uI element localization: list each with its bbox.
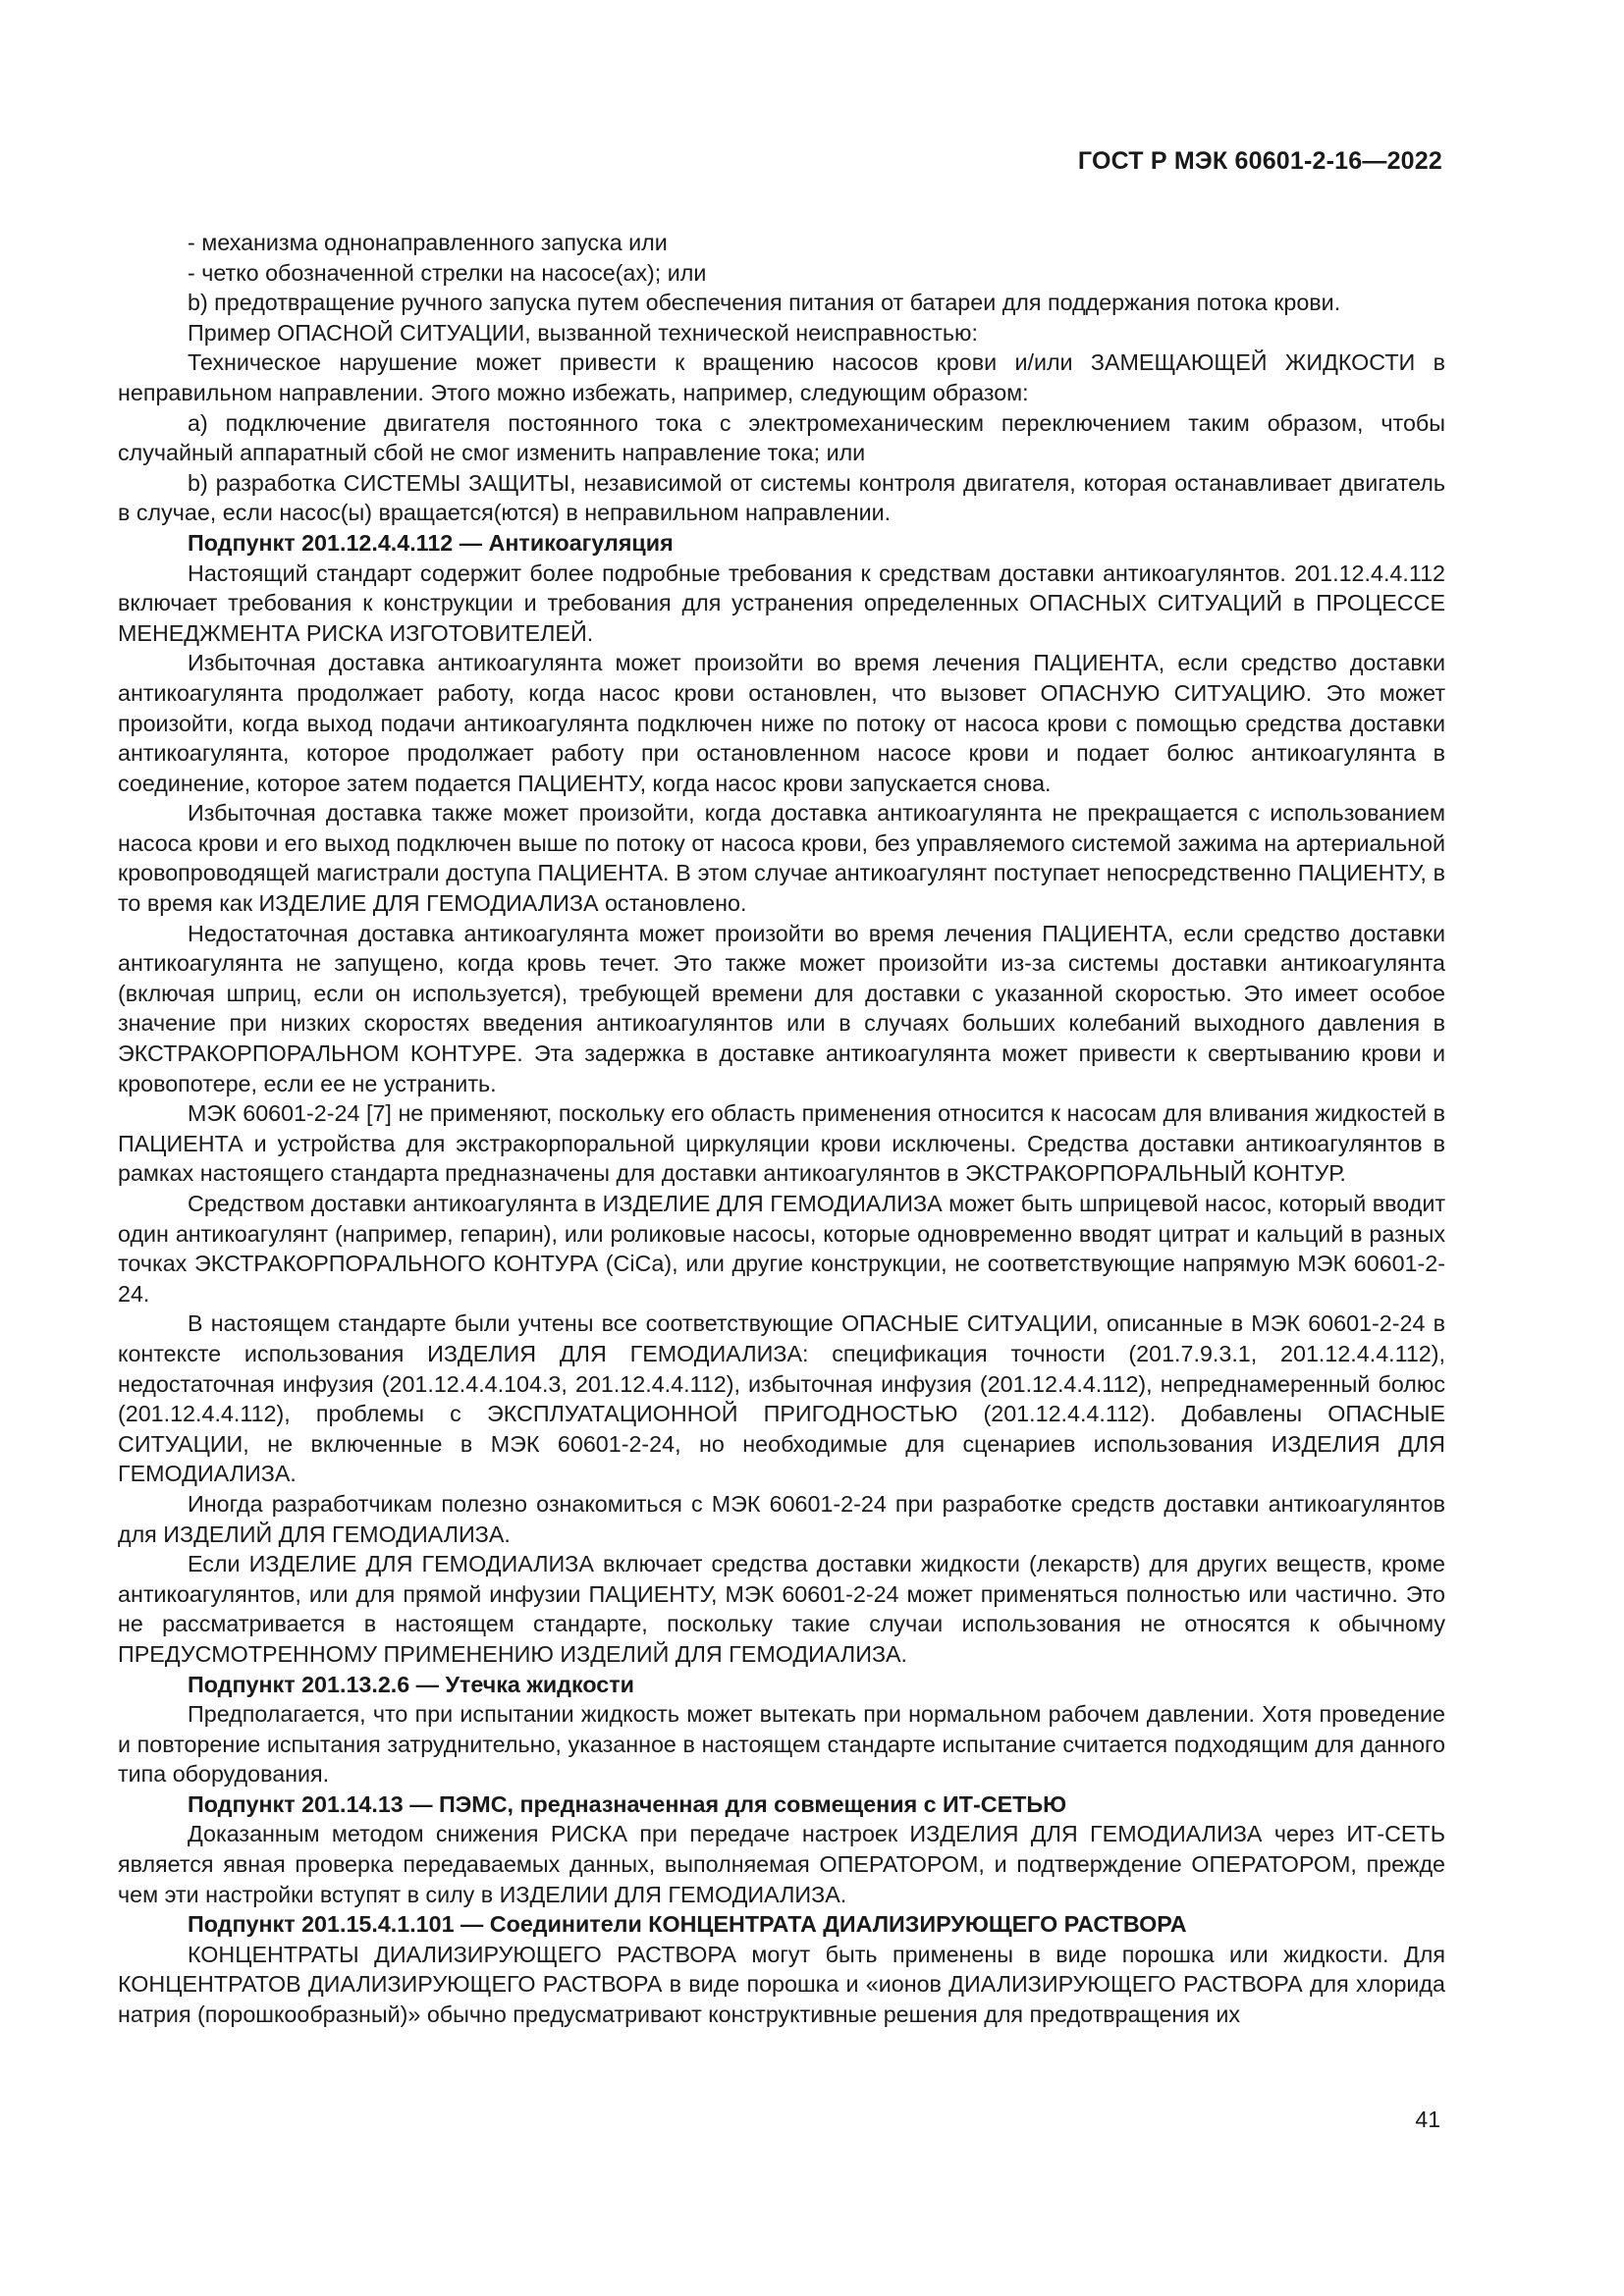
paragraph: КОНЦЕНТРАТЫ ДИАЛИЗИРУЮЩЕГО РАСТВОРА могут быть применены в виде порошка или жидкости. Для КОНЦЕНТРАТОВ ДИАЛИЗИРУЮЩЕГО РАСТВОРА в виде порошка и «ионов ДИАЛИЗИРУЮЩЕГО РАСТВОРА для хлорида натрия (порошкообразный)» обычно предусматривают конструктивные решения для предотвращения их	[118, 1941, 1445, 2028]
list-item: b) предотвращение ручного запуска путем обеспечения питания от батареи для поддержания потока крови.	[188, 290, 1341, 316]
document-body	[118, 228, 1445, 2030]
section-heading: Подпункт 201.12.4.4.112 — Антикоагуляция	[188, 529, 674, 556]
paragraph: Доказанным методом снижения РИСКА при передаче настроек ИЗДЕЛИЯ ДЛЯ ГЕМОДИАЛИЗА через ИТ-СЕТЬ является явная проверка передаваемых данных, выполняемая ОПЕРАТОРОМ, и подтверждение ОПЕРАТОРОМ, прежде чем эти настройки вступят в силу в ИЗДЕЛИИ ДЛЯ ГЕМОДИАЛИЗА.	[118, 1821, 1445, 1907]
paragraph: Иногда разработчикам полезно ознакомиться с МЭК 60601-2-24 при разработке средств доставки антикоагулянтов для ИЗДЕЛИЙ ДЛЯ ГЕМОДИАЛИЗА.	[118, 1490, 1445, 1547]
paragraph: МЭК 60601-2-24 [7] не применяют, поскольку его область применения относится к насосам для вливания жидкостей в ПАЦИЕНТА и устройства для экстракорпоральной циркуляции крови исключены. Средства доставки антикоагулянтов в рамках настоящего стандарта предназначены для доставки антикоагулянтов в ЭКСТРАКОРПОРАЛЬНЫЙ КОНТУР.	[118, 1100, 1445, 1187]
list-item: b) разработка СИСТЕМЫ ЗАЩИТЫ, независимой от системы контроля двигателя, которая останавливает двигатель в случае, если насос(ы) вращается(ются) в неправильном направлении.	[118, 469, 1445, 526]
page-number: 41	[1415, 2107, 1440, 2132]
list-item: a) подключение двигателя постоянного тока с электромеханическим переключением таким образом, чтобы случайный аппаратный сбой не смог изменить направление тока; или	[118, 409, 1445, 466]
list-item: - четко обозначенной стрелки на насосе(ах); или	[188, 259, 707, 286]
paragraph: Предполагается, что при испытании жидкость может вытекать при нормальном рабочем давлении. Хотя проведение и повторение испытания затруднительно, указанное в настоящем стандарте испытание считается подходящим для данного типа оборудования.	[118, 1701, 1445, 1788]
paragraph: Пример ОПАСНОЙ СИТУАЦИИ, вызванной технической неисправностью:	[188, 319, 978, 346]
section-heading: Подпункт 201.14.13 — ПЭМС, предназначенная для совмещения с ИТ-СЕТЬЮ	[188, 1790, 1067, 1817]
paragraph: Избыточная доставка также может произойти, когда доставка антикоагулянта не прекращается с использованием насоса крови и его выход подключен выше по потоку от насоса крови, без управляемого системой зажима на артериальной кровопроводящей магистрали доступа ПАЦИЕНТА. В этом случае антикоагулянт поступает непосредственно ПАЦИЕНТУ, в то время как ИЗДЕЛИЕ ДЛЯ ГЕМОДИАЛИЗА остановлено.	[118, 800, 1445, 917]
list-item: - механизма однонаправленного запуска или	[188, 230, 668, 255]
paragraph: Избыточная доставка антикоагулянта может произойти во время лечения ПАЦИЕНТА, если средство доставки антикоагулянта продолжает работу, когда насос крови остановлен, что вызовет ОПАСНУЮ СИТУАЦИЮ. Это может произойти, когда выход подачи антикоагулянта подключен ниже по потоку от насоса крови с помощью средства доставки антикоагулянта, которое продолжает работу при остановленном насосе крови и подает болюс антикоагулянта в соединение, которое затем подается ПАЦИЕНТУ, когда насос крови запускается снова.	[118, 650, 1445, 796]
paragraph: Техническое нарушение может привести к вращению насосов крови и/или ЗАМЕЩАЮЩЕЙ ЖИДКОСТИ в неправильном направлении. Этого можно избежать, например, следующим образом:	[118, 349, 1445, 405]
paragraph: Недостаточная доставка антикоагулянта может произойти во время лечения ПАЦИЕНТА, если средство доставки антикоагулянта не запущено, когда кровь течет. Это также может произойти из-за системы доставки антикоагулянта (включая шприц, если он используется), требующей времени для доставки с указанной скоростью. Это имеет особое значение при низких скоростях введения антикоагулянтов или в случаях больших колебаний выходного давления в ЭКСТРАКОРПОРАЛЬНОМ КОНТУРЕ. Эта задержка в доставке антикоагулянта может привести к свертыванию крови и кровопотере, если ее не устранить.	[118, 920, 1445, 1096]
section-heading: Подпункт 201.13.2.6 — Утечка жидкости	[188, 1671, 634, 1697]
paragraph: Средством доставки антикоагулянта в ИЗДЕЛИЕ ДЛЯ ГЕМОДИАЛИЗА может быть шприцевой насос, который вводит один антикоагулянт (например, гепарин), или роликовые насосы, которые одновременно вводят цитрат и кальций в разных точках ЭКСТРАКОРПОРАЛЬНОГО КОНТУРА (CiCa), или другие конструкции, не соответствующие напрямую МЭК 60601-2-24.	[118, 1191, 1445, 1307]
paragraph: Настоящий стандарт содержит более подробные требования к средствам доставки антикоагулянтов. 201.12.4.4.112 включает требования к конструкции и требования для устранения определенных ОПАСНЫХ СИТУАЦИЙ в ПРОЦЕССЕ МЕНЕДЖМЕНТА РИСКА ИЗГОТОВИТЕЛЕЙ.	[118, 560, 1445, 646]
paragraph: Если ИЗДЕЛИЕ ДЛЯ ГЕМОДИАЛИЗА включает средства доставки жидкости (лекарств) для других веществ, кроме антикоагулянтов, или для прямой инфузии ПАЦИЕНТУ, МЭК 60601-2-24 может применяться полностью или частично. Это не рассматривается в настоящем стандарте, поскольку такие случаи использования не относятся к обычному ПРЕДУСМОТРЕННОМУ ПРИМЕНЕНИЮ ИЗДЕЛИЙ ДЛЯ ГЕМОДИАЛИЗА.	[118, 1551, 1445, 1667]
document-header: ГОСТ Р МЭК 60601-2-16—2022	[1077, 147, 1442, 175]
section-heading: Подпункт 201.15.4.1.101 — Соединители КОНЦЕНТРАТА ДИАЛИЗИРУЮЩЕГО РАСТВОРА	[188, 1911, 1187, 1938]
paragraph: В настоящем стандарте были учтены все соответствующие ОПАСНЫЕ СИТУАЦИИ, описанные в МЭК 60601-2-24 в контексте использования ИЗДЕЛИЯ ДЛЯ ГЕМОДИАЛИЗА: спецификация точности (201.7.9.3.1, 201.12.4.4.112), недостаточная инфузия (201.12.4.4.104.3, 201.12.4.4.112), избыточная инфузия (201.12.4.4.112), непреднамеренный болюс (201.12.4.4.112), проблемы с ЭКСПЛУАТАЦИОННОЙ ПРИГОДНОСТЬЮ (201.12.4.4.112). Добавлены ОПАСНЫЕ СИТУАЦИИ, не включенные в МЭК 60601-2-24, но необходимые для сценариев использования ИЗДЕЛИЯ ДЛЯ ГЕМОДИАЛИЗА.	[118, 1310, 1445, 1487]
